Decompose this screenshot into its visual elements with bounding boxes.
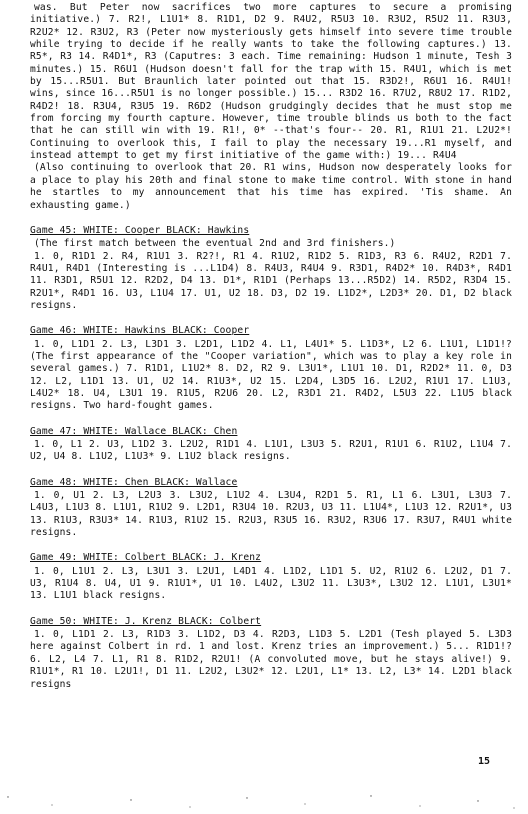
game-moves: 1. 0, L1D1 2. L3, R1D3 3. L1D2, D3 4. R2D3, L1D3 5. L2D1 (Tesh played 5. L3D3 here against Colbert in rd. 1 and lost. Krenz tries an improvement.) 5... R1D1!? 6. L2, L4 7. L1, R1 8. R1D2, R2U1! (A convoluted move, but he stays alive!) 9. R1U1*, R1 10. L2U1!, D1 11. L2U2, L3U2* 12. L2U1, L1* 13. L2, L3* 14. L2D1 black resigns [30, 629, 512, 690]
game-heading: Game 46: WHITE: Hawkins BLACK: Cooper [30, 325, 250, 337]
game-moves: 1. 0, L1 2. U3, L1D2 3. L2U2, R1D1 4. L1U1, L3U3 5. R2U1, R1U1 6. R1U2, L1U4 7. U2, U4 8. L1U2, L1U3* 9. L1U2 black resigns. [30, 439, 512, 463]
game-45 [30, 225, 512, 312]
intro-paragraph-1: was. But Peter now sacrifices two more captures to secure a promising initiative.) 7. R2!, L1U1* 8. R1D1, D2 9. R4U2, R5U3 10. R3U2, R5U2 11. R3U3, R2U2* 12. R3U2, R3 (Peter now mysteriously gets himself into severe time trouble while trying to decide if he really wants to take the following captures.) 13. R5*, R3 14. R4D1*, R3 (Caputres: 3 each. Time remaining: Hudson 1 minute, Tesh 3 minutes.) 15. R6U1 (Hudson doesn't fall for the trap with 15. R4U1, which is met by 15...R5U1. But Braunlich later pointed out that 15. R3D2!, R6U1 16. R4U1! wins, since 16...R5U1 is no longer possible.) 15... R3D2 16. R7U2, R8U2 17. R1D2, R4D2! 18. R3U4, R3U5 19. R6D2 (Hudson grudgingly decides that he must stop me from forcing my fourth capture. However, time trouble blinds us both to the fact that he can still win with 19. R1!, 0* --that's four-- 20. R1, R1U1 21. L2U2*! Continuing to overlook this, I fail to play the necessary 19...R1 myself, and instead attempt to get my first initiative of the game with:) 19... R4U4 [30, 2, 512, 162]
game-47 [30, 426, 512, 464]
intro-paragraph-2: (Also continuing to overlook that 20. R1 wins, Hudson now desperately looks for a place to play his 20th and final stone to make time control. With stone in hand he startles to my announcement that his time has expired. 'Tis shame. An exhausting game.) [30, 162, 512, 211]
game-heading: Game 49: WHITE: Colbert BLACK: J. Krenz [30, 552, 262, 564]
game-heading: Game 50: WHITE: J. Krenz BLACK: Colbert [30, 615, 262, 627]
game-moves: 1. 0, L1U1 2. L3, L3U1 3. L2U1, L4D1 4. L1D2, L1D1 5. U2, R1U2 6. L2U2, D1 7. U3, R1U4 8. U4, U1 9. R1U1*, U1 10. L4U2, L3U2 11. L3U3*, L3U2 12. L1U1, L3U1* 13. L1U1 black resigns. [30, 565, 512, 602]
game-heading: Game 45: WHITE: Cooper BLACK: Hawkins [30, 224, 250, 236]
game-50 [30, 616, 512, 691]
game-heading: Game 47: WHITE: Wallace BLACK: Chen [30, 425, 238, 437]
game-48 [30, 477, 512, 540]
game-record-page [30, 2, 512, 691]
game-heading: Game 48: WHITE: Chen BLACK: Wallace [30, 476, 238, 488]
game-46 [30, 325, 512, 412]
scan-speckle-decoration [0, 793, 528, 813]
game-moves: 1. 0, U1 2. L3, L2U3 3. L3U2, L1U2 4. L3U4, R2D1 5. R1, L1 6. L3U1, L3U3 7. L4U3, L1U3 8. L1U1, R1U2 9. L2D1, R3U4 10. R2U3, U3 11. L1U4*, L1U3 12. R2U1*, U3 13. R1U3, R3U3* 14. R1U3, R1U2 15. R2U3, R3U5 16. R3U2, R3U6 17. R3U7, R4U1 white resigns. [30, 490, 512, 539]
game-49 [30, 552, 512, 602]
game-moves: 1. 0, R1D1 2. R4, R1U1 3. R2?!, R1 4. R1U2, R1D2 5. R1D3, R3 6. R4U2, R2D1 7. R4U1, R4D1 (Interesting is ...L1D4) 8. R4U3, R4U4 9. R3D1, R4D2* 10. R4D3*, R4D1 11. R3D1, R5U1 12. R2D2, D4 13. D1*, R1D1 (Perhaps 13...R5D2) 14. R5D2, R3D4 15. R2U1*, R4D1 16. U3, L1U4 17. U1, U2 18. D3, D2 19. L1D2*, L2D3* 20. D1, D2 black resigns. [30, 250, 512, 311]
game-note: (The first match between the eventual 2nd and 3rd finishers.) [34, 238, 396, 250]
page-number: 15 [478, 756, 491, 767]
game-moves: 1. 0, L1D1 2. L3, L3D1 3. L2D1, L1D2 4. L1, L4U1* 5. L1D3*, L2 6. L1U1, L1D1!? (The first appearance of the "Cooper variation", which was to play a key role in several games.) 7. R1D1, L1U2* 8. D2, R2 9. L3U1*, L1U1 10. D1, R2D2* 11. 0, D3 12. L2, L1D1 13. U1, U2 14. R1U3*, U2 15. L2D4, L3D5 16. L2U2, R1U1 17. L1U3, L4U2* 18. U4, L3U1 19. R1U5, R2U6 20. L2, R3D1 21. R4D2, L5U3 22. L1U5 black resigns. Two hard-fought games. [30, 338, 512, 412]
